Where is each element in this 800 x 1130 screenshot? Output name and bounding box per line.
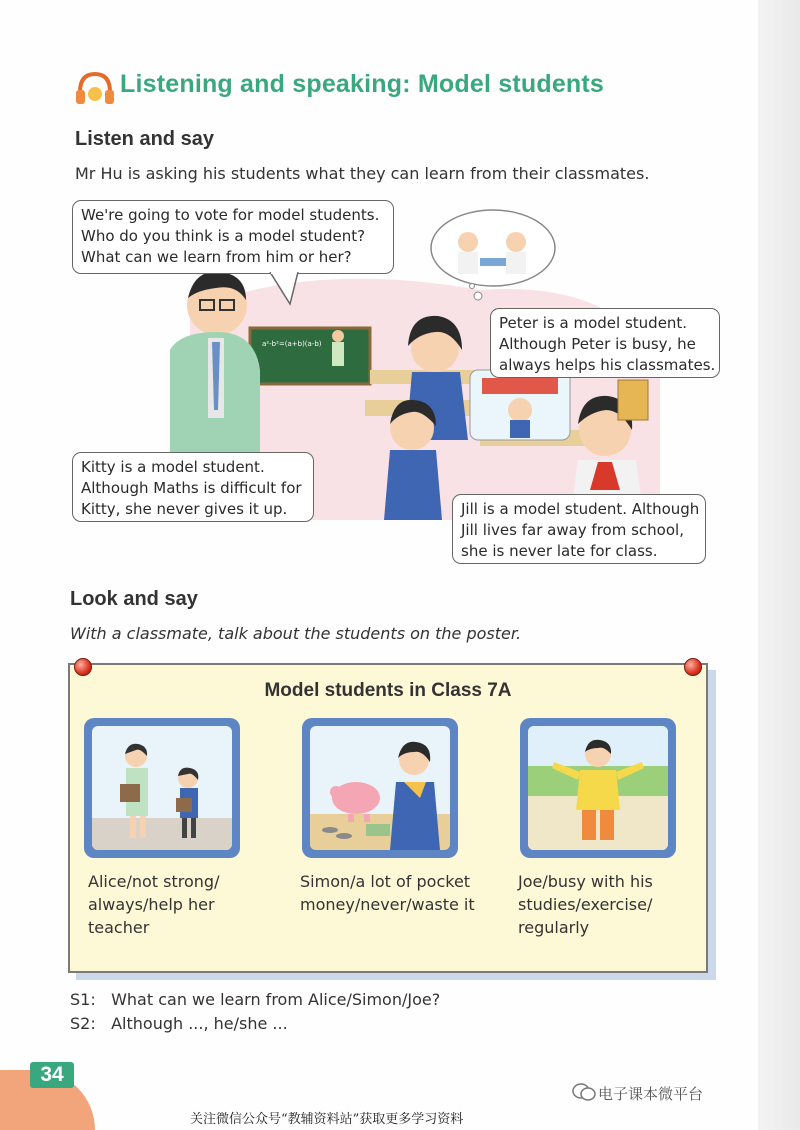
joe-caption-line: studies/exercise/: [518, 895, 653, 914]
dialogue-line: [70, 988, 440, 1012]
footer-note: 关注微信公众号“教辅资料站”获取更多学习资料: [190, 1112, 464, 1127]
pin-icon: [684, 658, 702, 676]
joe-caption: [518, 870, 653, 939]
jill-bubble-line: Jill is a model student. Although: [461, 500, 700, 518]
poster-title: Model students in Class 7A: [264, 680, 512, 701]
simon-caption-line: money/never/waste it: [300, 895, 475, 914]
look-instruction: With a classmate, talk about the students on the poster.: [70, 624, 522, 643]
teacher-speech-bubble: [72, 200, 394, 274]
speaker-label: S2:: [70, 1014, 96, 1033]
kitty-bubble-line: Kitty, she never gives it up.: [81, 500, 288, 518]
kitty-bubble-line: Although Maths is difficult for: [81, 479, 302, 497]
watermark: 电子课本微平台: [598, 1085, 704, 1103]
kitty-speech-bubble: [72, 452, 314, 522]
jill-bubble-line: she is never late for class.: [461, 542, 658, 560]
peter-bubble-line: Although Peter is busy, he: [499, 335, 696, 353]
dialogue-line: [70, 1012, 288, 1036]
pin-icon: [74, 658, 92, 676]
joe-picture-frame: [520, 718, 676, 858]
teacher-bubble-line: We're going to vote for model students.: [81, 206, 380, 224]
page-number: 34: [30, 1062, 74, 1088]
simon-picture-frame: [302, 718, 458, 858]
teacher-bubble-line: What can we learn from him or her?: [81, 248, 352, 266]
peter-speech-bubble: [490, 308, 720, 378]
jill-bubble-line: Jill lives far away from school,: [461, 521, 684, 539]
alice-illustration: [92, 726, 232, 850]
alice-caption-line: Alice/not strong/: [88, 872, 220, 891]
simon-caption: [300, 870, 475, 916]
page-edge: [758, 0, 800, 1130]
listen-intro: Mr Hu is asking his students what they can learn from their classmates.: [75, 164, 650, 183]
blackboard-formula: a²-b²=(a+b)(a-b): [262, 340, 322, 348]
alice-caption-line: teacher: [88, 918, 150, 937]
alice-caption-line: always/help her: [88, 895, 215, 914]
jill-speech-bubble: [452, 494, 706, 564]
listen-heading: Listen and say: [75, 128, 214, 150]
teacher-bubble-tail: [268, 272, 308, 306]
wechat-icon: [572, 1082, 596, 1102]
thought-bubble-peter: [428, 208, 558, 288]
page-title: Listening and speaking: Model students: [120, 70, 605, 98]
look-heading: Look and say: [70, 588, 198, 610]
dialogue-text: What can we learn from Alice/Simon/Joe?: [111, 990, 441, 1009]
kitty-bubble-line: Kitty is a model student.: [81, 458, 265, 476]
alice-caption: [88, 870, 219, 939]
alice-picture-frame: [84, 718, 240, 858]
simon-illustration: [310, 726, 450, 850]
joe-caption-line: Joe/busy with his: [518, 872, 653, 891]
speaker-label: S1:: [70, 990, 96, 1009]
simon-caption-line: Simon/a lot of pocket: [300, 872, 471, 891]
dialogue-text: Although ..., he/she ...: [111, 1014, 288, 1033]
headphones-icon: [72, 68, 118, 108]
peter-bubble-line: Peter is a model student.: [499, 314, 688, 332]
joe-caption-line: regularly: [518, 918, 590, 937]
peter-bubble-line: always helps his classmates.: [499, 356, 716, 374]
teacher-bubble-line: Who do you think is a model student?: [81, 227, 366, 245]
joe-illustration: [528, 726, 668, 850]
